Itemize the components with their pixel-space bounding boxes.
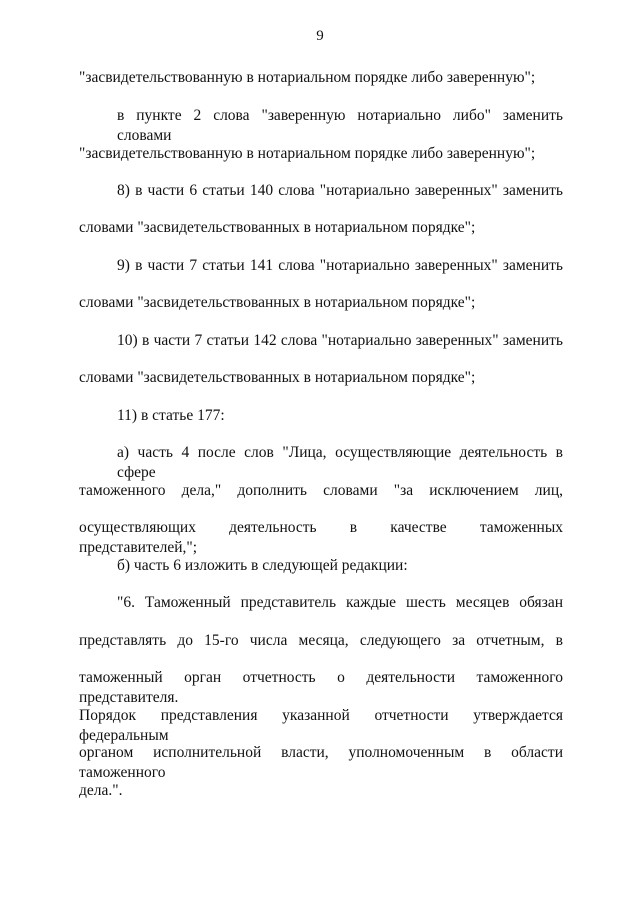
text-line: "засвидетельствованную в нотариальном порядке либо заверенную"; [79,69,536,86]
text-line: а) часть 4 после слов "Лица, осуществляющие деятельность в сфере [117,444,563,481]
text-line: "засвидетельствованную в нотариальном порядке либо заверенную"; [79,145,536,162]
text-line: представлять до 15-го числа месяца, следующего за отчетным, в [79,632,563,649]
text-line: таможенный орган отчетность о деятельности таможенного представителя. [79,669,563,706]
text-line: 9) в части 7 статьи 141 слова "нотариально заверенных" заменить [117,257,563,274]
text-line: таможенного дела," дополнить словами "за исключением лиц, [79,482,563,499]
text-line: б) часть 6 изложить в следующей редакции: [117,557,408,574]
page-number: 9 [316,28,324,44]
text-line: в пункте 2 слова "заверенную нотариально либо" заменить словами [117,107,563,144]
text-line: "6. Таможенный представитель каждые шесть месяцев обязан [117,594,563,611]
text-line: 11) в статье 177: [117,407,225,424]
text-line: словами "засвидетельствованных в нотариальном порядке"; [79,219,476,236]
text-line: дела.". [79,782,123,799]
text-line: 8) в части 6 статьи 140 слова "нотариально заверенных" заменить [117,182,563,199]
text-line: органом исполнительной власти, уполномоченным в области таможенного [79,744,563,781]
text-line: словами "засвидетельствованных в нотариальном порядке"; [79,294,476,311]
text-line: словами "засвидетельствованных в нотариальном порядке"; [79,369,476,386]
text-line: Порядок представления указанной отчетности утверждается федеральным [79,707,563,744]
text-line: 10) в части 7 статьи 142 слова "нотариально заверенных" заменить [117,332,563,349]
text-line: осуществляющих деятельность в качестве таможенных представителей,"; [79,519,563,556]
